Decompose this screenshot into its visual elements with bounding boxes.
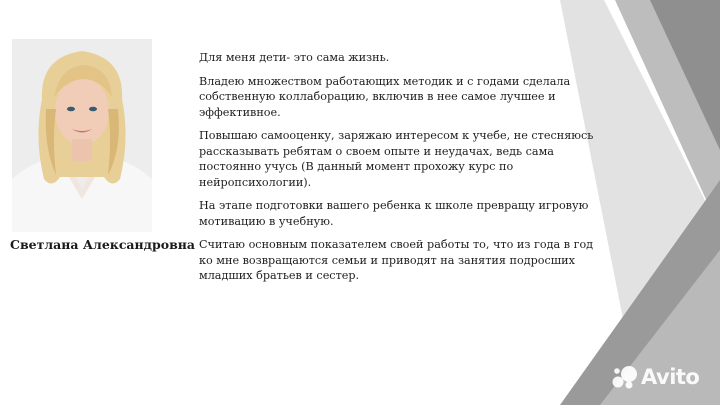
avito-logo-icon xyxy=(612,365,638,389)
bio-paragraph: Для меня дети- это сама жизнь. xyxy=(199,51,390,64)
bio-text xyxy=(199,50,594,292)
bio-paragraph: Повышаю самооценку, заряжаю интересом к учебе, не стесняюсь рассказывать ребятам о своем опыте и неудачах, ведь сама постоянно учусь (В данный момент прохожу курс по нейропсихологии). xyxy=(199,129,594,189)
profile-photo xyxy=(12,39,152,232)
avito-watermark-text: Avito xyxy=(641,365,700,389)
bio-paragraph: Считаю основным показателем своей работы то, что из года в год ко мне возвращаются семьи и приводят на занятия подросших младших братьев и сестер. xyxy=(199,238,594,282)
avito-watermark xyxy=(612,363,699,391)
bio-paragraph: Владею множеством работающих методик и с годами сделала собственную коллаборацию, включив в нее самое лучшее и эффективное. xyxy=(199,74,571,119)
bio-paragraph: На этапе подготовки вашего ребенка к школе превращу игровую мотивацию в учебную. xyxy=(199,199,589,228)
profile-name: Светлана Александровна xyxy=(10,237,196,252)
